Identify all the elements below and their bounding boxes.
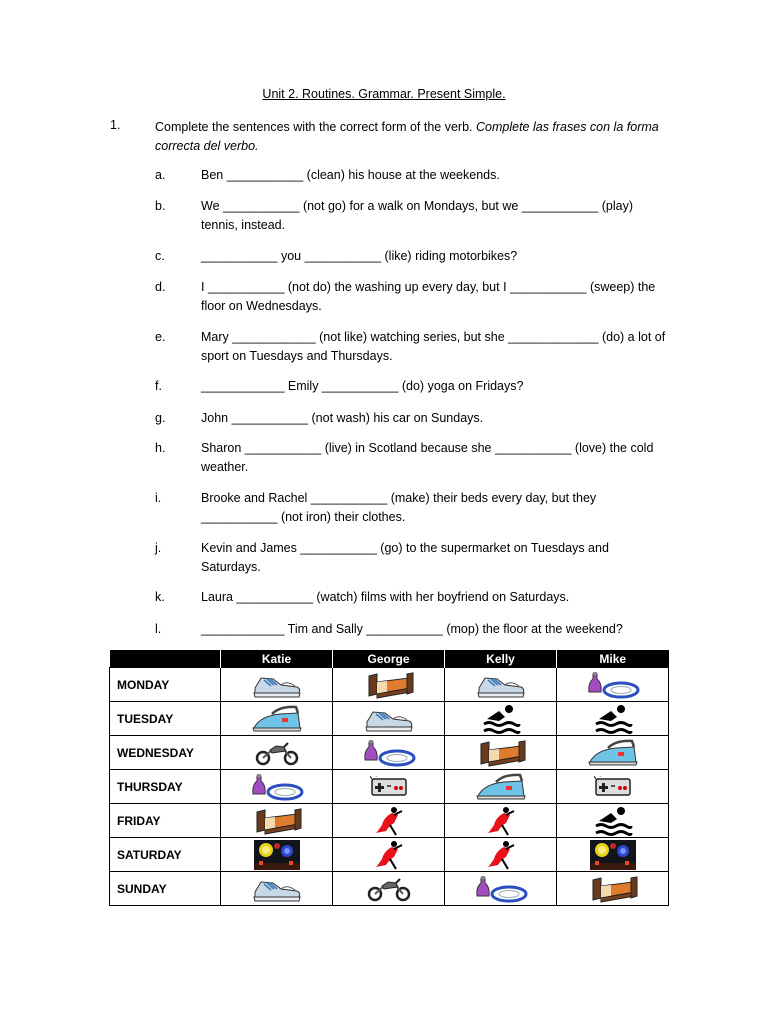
day-label: SATURDAY	[110, 838, 221, 872]
header-kelly: Kelly	[445, 650, 557, 668]
dishes-icon	[557, 670, 668, 700]
motorbike-icon	[221, 740, 332, 766]
sneakers-icon	[445, 670, 556, 700]
header-george: George	[333, 650, 445, 668]
table-row	[110, 736, 669, 770]
dancer-icon	[333, 839, 444, 871]
dishes-icon	[333, 738, 444, 768]
sneakers-icon	[221, 670, 332, 700]
item-letter: h.	[155, 441, 166, 455]
table-row	[110, 770, 669, 804]
header-corner	[110, 650, 221, 668]
dancer-icon	[445, 839, 556, 871]
schedule-cell	[221, 838, 333, 872]
item-text: ____________ Tim and Sally ___________ (mop) the floor at the weekend?	[201, 622, 623, 636]
schedule-cell	[221, 804, 333, 838]
schedule-cell	[221, 702, 333, 736]
item-letter: d.	[155, 280, 166, 294]
day-label: FRIDAY	[110, 804, 221, 838]
iron-icon	[445, 772, 556, 802]
item-letter: l.	[155, 622, 162, 636]
schedule-cell	[557, 770, 669, 804]
dancer-icon	[445, 805, 556, 837]
dishes-icon	[445, 874, 556, 904]
game-controller-icon	[557, 776, 668, 798]
item-letter: j.	[155, 541, 162, 555]
item-text: ____________ Emily ___________ (do) yoga on Fridays?	[201, 379, 524, 393]
game-controller-icon	[333, 776, 444, 798]
table-row	[110, 838, 669, 872]
fireworks-icon	[221, 839, 332, 871]
bed-icon	[221, 806, 332, 836]
schedule-cell	[557, 702, 669, 736]
schedule-cell	[445, 838, 557, 872]
day-label: SUNDAY	[110, 872, 221, 906]
item-letter: c.	[155, 249, 165, 263]
item-text: Brooke and Rachel ___________ (make) their beds every day, but they ___________ (not iron) their clothes.	[201, 491, 597, 524]
item-letter: k.	[155, 590, 165, 604]
schedule-cell	[333, 668, 445, 702]
sneakers-icon	[221, 874, 332, 904]
motorbike-icon	[333, 876, 444, 902]
sneakers-icon	[333, 704, 444, 734]
schedule-cell	[445, 668, 557, 702]
schedule-cell	[333, 872, 445, 906]
item-letter: b.	[155, 199, 166, 213]
item-text: ___________ you ___________ (like) riding motorbikes?	[201, 249, 518, 263]
schedule-cell	[557, 804, 669, 838]
item-text: We ___________ (not go) for a walk on Mondays, but we ___________ (play) tennis, instead.	[201, 199, 634, 232]
dancer-icon	[333, 805, 444, 837]
schedule-cell	[445, 872, 557, 906]
schedule-cell	[557, 668, 669, 702]
schedule-cell	[333, 736, 445, 770]
item-text: John ___________ (not wash) his car on Sundays.	[201, 411, 484, 425]
item-letter: a.	[155, 168, 166, 182]
schedule-cell	[333, 702, 445, 736]
schedule-cell	[445, 736, 557, 770]
schedule-cell	[333, 838, 445, 872]
day-label: MONDAY	[110, 668, 221, 702]
item-letter: i.	[155, 491, 162, 505]
schedule-cell	[333, 804, 445, 838]
item-text: I ___________ (not do) the washing up every day, but I ___________ (sweep) the floor on Wednesdays.	[201, 280, 656, 313]
table-row	[110, 668, 669, 702]
schedule-cell	[445, 804, 557, 838]
table-row	[110, 872, 669, 906]
bed-icon	[557, 874, 668, 904]
day-label: WEDNESDAY	[110, 736, 221, 770]
item-text: Ben ___________ (clean) his house at the weekends.	[201, 168, 500, 182]
header-mike: Mike	[557, 650, 669, 668]
schedule-cell	[221, 872, 333, 906]
day-label: THURSDAY	[110, 770, 221, 804]
schedule-cell	[333, 770, 445, 804]
schedule-cell	[221, 770, 333, 804]
dishes-icon	[221, 772, 332, 802]
fireworks-icon	[557, 839, 668, 871]
item-text: Kevin and James ___________ (go) to the supermarket on Tuesdays and Saturdays.	[201, 541, 609, 574]
routine-schedule-table	[109, 650, 669, 906]
bed-icon	[333, 670, 444, 700]
swimming-icon	[557, 703, 668, 735]
item-letter: f.	[155, 379, 162, 393]
exercise-instruction	[155, 118, 675, 156]
swimming-icon	[445, 703, 556, 735]
item-text: Laura ___________ (watch) films with her boyfriend on Saturdays.	[201, 590, 570, 604]
item-text: Sharon ___________ (live) in Scotland because she ___________ (love) the cold weather.	[201, 441, 654, 474]
schedule-cell	[445, 770, 557, 804]
day-label: TUESDAY	[110, 702, 221, 736]
schedule-cell	[557, 736, 669, 770]
header-katie: Katie	[221, 650, 333, 668]
instruction-es: Complete las frases con la forma correcta del verbo.	[155, 120, 659, 153]
iron-icon	[557, 738, 668, 768]
schedule-cell	[221, 668, 333, 702]
item-text: Mary ____________ (not like) watching series, but she _____________ (do) a lot of sport on Tuesdays and Thursdays.	[201, 330, 666, 363]
instruction-en: Complete the sentences with the correct form of the verb.	[155, 120, 473, 134]
swimming-icon	[557, 805, 668, 837]
exercise-number: 1.	[110, 118, 121, 132]
schedule-cell	[557, 838, 669, 872]
item-letter: g.	[155, 411, 166, 425]
table-row	[110, 804, 669, 838]
schedule-cell	[445, 702, 557, 736]
page-title: Unit 2. Routines. Grammar. Present Simple.	[262, 87, 506, 101]
bed-icon	[445, 738, 556, 768]
table-header-row	[110, 650, 669, 668]
table-row	[110, 702, 669, 736]
schedule-cell	[221, 736, 333, 770]
item-letter: e.	[155, 330, 166, 344]
iron-icon	[221, 704, 332, 734]
schedule-cell	[557, 872, 669, 906]
